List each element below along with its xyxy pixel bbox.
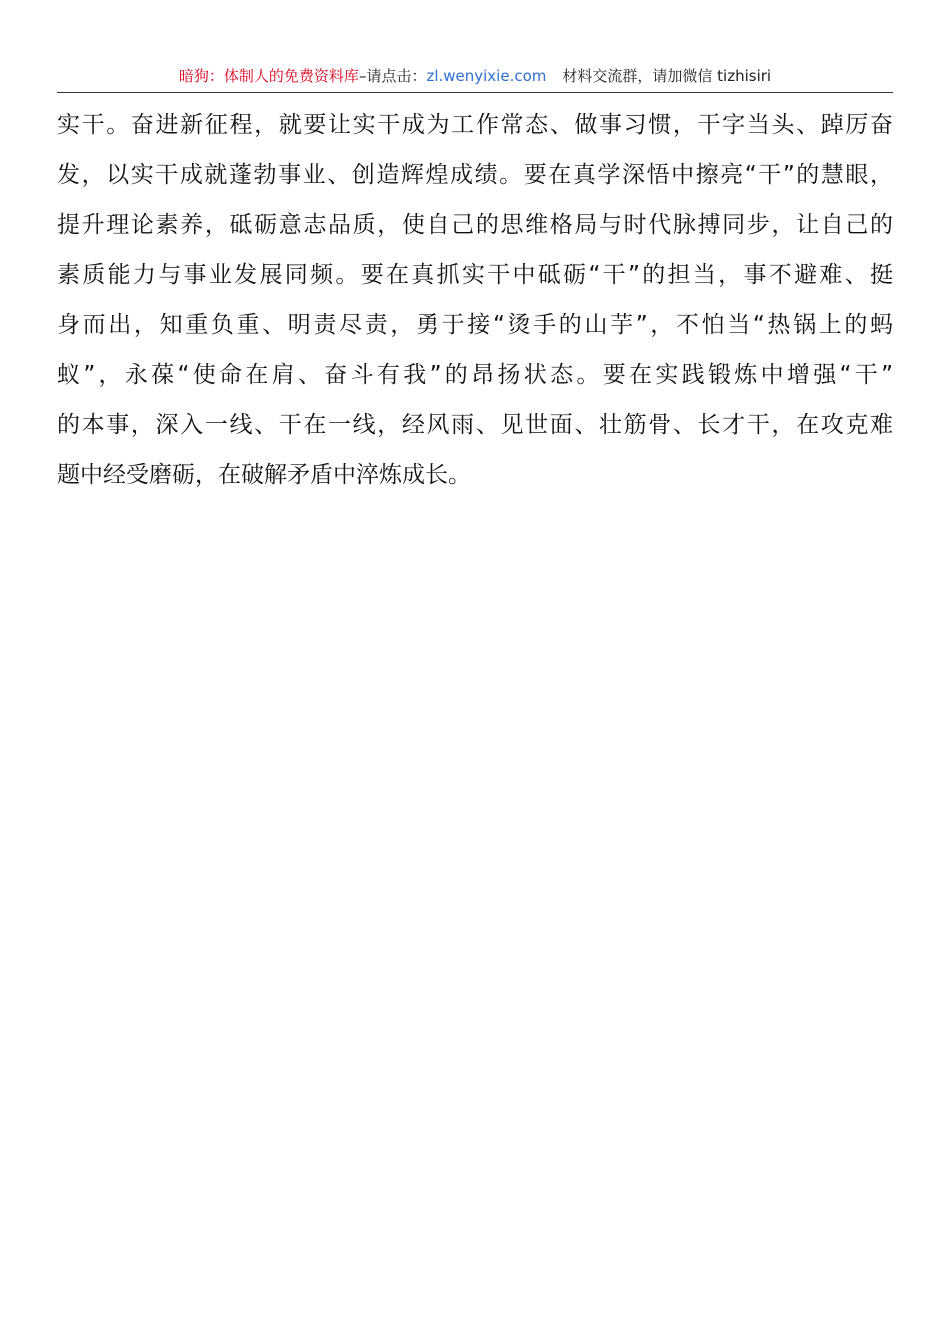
header-contact: 材料交流群，请加微信 tizhisiri bbox=[562, 67, 772, 85]
body-line-6: 蚁”，永葆“使命在肩、奋斗有我”的昂扬状态。要在实践锻炼中增强“干” bbox=[57, 362, 893, 388]
body-line-8: 题中经受磨砺，在破解矛盾中淬炼成长。 bbox=[57, 462, 471, 488]
header-brand: 暗狗：体制人的免费资料库 bbox=[178, 67, 359, 85]
body-line-7: 的本事，深入一线、干在一线，经风雨、见世面、壮筋骨、长才干，在攻克难 bbox=[57, 412, 893, 438]
header-prompt: –请点击： bbox=[358, 67, 427, 85]
header-site-link[interactable]: zl.wenyixie.com bbox=[426, 67, 547, 85]
body-paragraph bbox=[57, 105, 893, 505]
body-line-4: 素质能力与事业发展同频。要在真抓实干中砥砺“干”的担当，事不避难、挺 bbox=[57, 262, 893, 288]
page-header bbox=[57, 66, 893, 93]
body-line-3: 提升理论素养，砥砺意志品质，使自己的思维格局与时代脉搏同步，让自己的 bbox=[57, 212, 893, 238]
body-line-5: 身而出，知重负重、明责尽责，勇于接“烫手的山芋”，不怕当“热锅上的蚂 bbox=[57, 312, 893, 338]
body-line-2: 发，以实干成就蓬勃事业、创造辉煌成绩。要在真学深悟中擦亮“干”的慧眼， bbox=[57, 162, 893, 188]
body-line-1: 实干。奋进新征程，就要让实干成为工作常态、做事习惯，干字当头、踔厉奋 bbox=[57, 112, 893, 138]
